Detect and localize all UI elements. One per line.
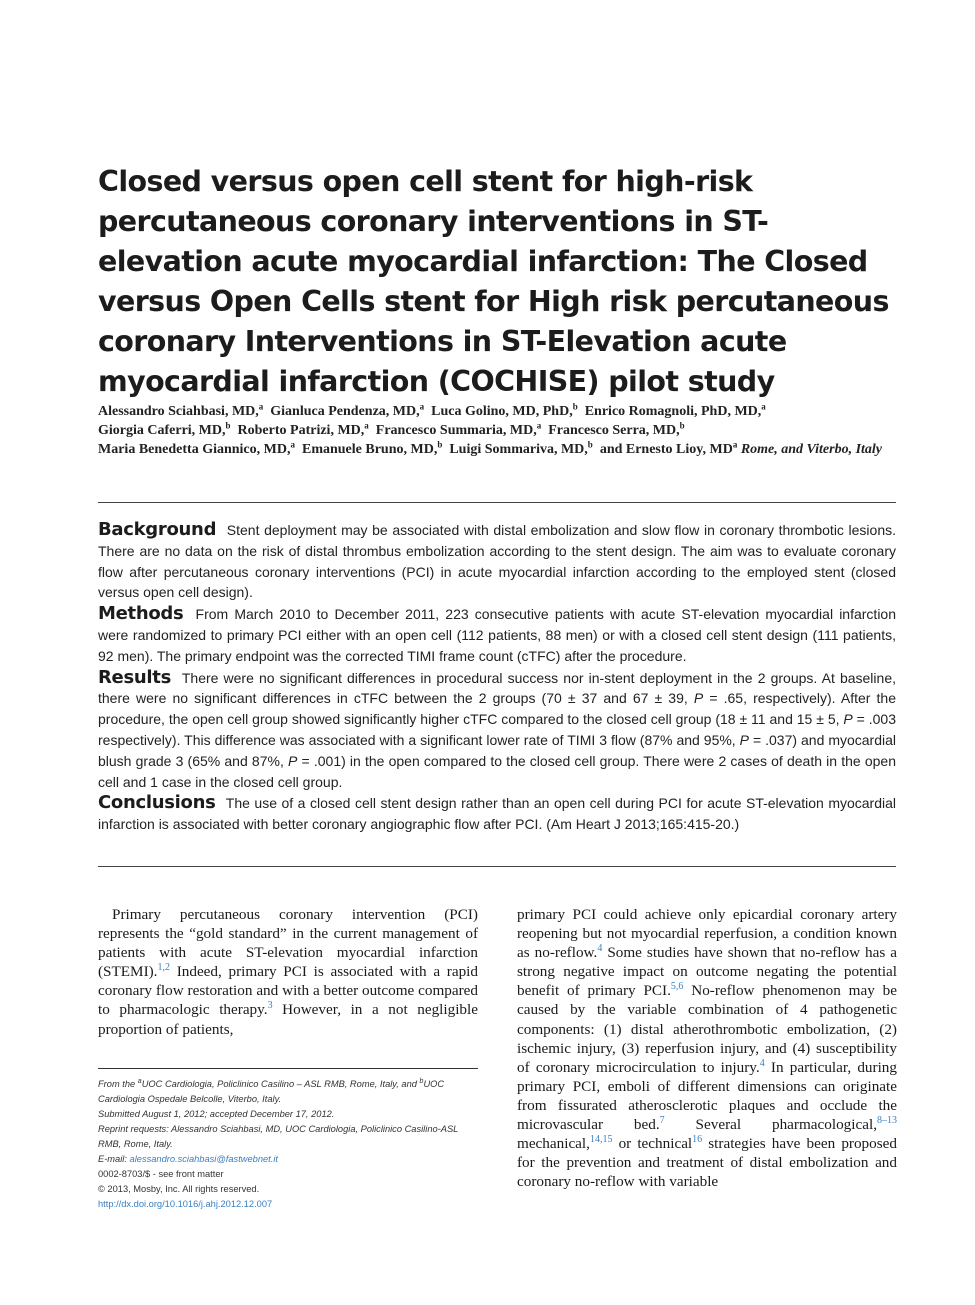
author: Roberto Patrizi, MD, [237, 422, 365, 438]
affiliation-mark: a [732, 438, 738, 449]
author: Emanuele Bruno, MD, [301, 441, 438, 457]
citation-link[interactable]: 3 [267, 1000, 273, 1012]
author: Giorgia Caferri, MD, [98, 422, 226, 438]
affiliation-mark: b [587, 438, 593, 449]
body-text: However, in a not negligible proportion of patients, [98, 1001, 478, 1038]
author: Luca Golino, MD, PhD, [431, 404, 573, 419]
abstract-conclusions [98, 793, 896, 835]
p-value-symbol: P [288, 752, 298, 769]
abstract-heading: Results [98, 666, 171, 688]
body-paragraph [98, 905, 478, 1039]
body-text: Indeed, primary PCI is associated with a rapid coronary flow restoration and with a better outcome compared to pharmacologic therapy. [98, 963, 478, 1019]
abstract-text: The use of a closed cell stent design rather than an open cell during PCI for acute ST-elevation myocardial infarction is associated with better coronary angiographic flow after PCI. (Am Heart J 2013;165:415-20.) [98, 795, 897, 833]
article-title: Closed versus open cell stent for high-risk percutaneous coronary interventions in ST-elevation acute myocardial infarction: The Closed versus Open Cells stent for High risk percutaneous coronary Interventions in ST-Elevation acute myocardial infarction (COCHISE) pilot study [98, 165, 889, 398]
body-text: Several pharmacological, [664, 1116, 877, 1134]
submitted-note: Submitted August 1, 2012; accepted December 17, 2012. [98, 1109, 335, 1119]
affiliation-mark: a [258, 401, 264, 412]
citation-link[interactable]: 7 [659, 1114, 665, 1126]
author: Luigi Sommariva, MD, [449, 441, 588, 457]
affiliation-mark: a [761, 401, 766, 412]
p-value-symbol: P [843, 711, 853, 728]
p-value-symbol: P [693, 690, 704, 707]
affiliation-mark: b [679, 420, 685, 431]
issn-note: 0002-8703/$ - see front matter [98, 1169, 224, 1179]
abstract-bottom-rule [98, 866, 896, 867]
abstract-background [98, 520, 896, 603]
citation-link[interactable]: 1,2 [157, 962, 170, 974]
abstract-text: There were no significant differences in procedural success nor in-stent deployment in the 2 groups. At baseline, there were no significant differences in cTFC between the 2 groups (70 ± 37 and 67 ± 39, [98, 669, 896, 707]
abstract-top-rule [98, 502, 896, 503]
author: Enrico Romagnoli, PhD, MD, [584, 404, 762, 419]
body-column-left [98, 905, 478, 1039]
affiliation-mark: a [419, 401, 425, 412]
author-location: Rome, and Viterbo, Italy [740, 441, 883, 457]
reprint-note: Reprint requests: Alessandro Sciahbasi, MD, UOC Cardiologia, Policlinico Casilino-ASL RMB, Rome, Italy. [98, 1124, 459, 1149]
author: Maria Benedetta Giannico, MD, [98, 441, 291, 457]
body-paragraph [517, 905, 897, 1191]
affiliations-note: From the $^a$UOC Cardiologia, Policlinico Casilino – ASL RMB, Rome, Italy, and $^b$UOC Cardiologia Ospedale Belcolle, Viterbo, Italy. [98, 1077, 445, 1104]
body-text: No-reflow phenomenon may be caused by the variable combination of 4 pathogenetic components: (1) distal atherothrombotic embolization, (2) ischemic injury, (3) reperfusion injury, and (4) susceptibility of coronary microcirculation to injury. [517, 982, 897, 1076]
affiliation-mark: a [290, 438, 295, 449]
copyright-note: © 2013, Mosby, Inc. All rights reserved. [98, 1184, 260, 1194]
author: Francesco Serra, MD, [548, 422, 680, 438]
citation-link[interactable]: 14,15 [589, 1134, 613, 1146]
body-text: primary PCI could achieve only epicardial coronary artery reopening but not myocardial reperfusion, a condition known as no-reflow. [517, 906, 897, 962]
abstract-methods [98, 604, 896, 666]
citation-link[interactable]: 8–13 [877, 1114, 897, 1126]
body-text: In particular, during primary PCI, emboli of different dimensions can originate from fissurated atherosclerotic plaques and occlude the microvascular bed. [517, 1058, 897, 1134]
abstract-text: From March 2010 to December 2011, 223 consecutive patients with acute ST-elevation myocardial infarction were randomized to primary PCI either with an open cell (112 patients, 88 men) or with a closed cell stent design (111 patients, 92 men). The primary endpoint was the corrected TIMI frame count (cTFC) after the procedure. [98, 606, 896, 664]
abstract-text: = .001) in the open compared to the closed cell group. There were 2 cases of death in the open cell and 1 case in the closed cell group. [98, 752, 897, 790]
email-note: E-mail: alessandro.sciahbasi@fastwebnet.it [98, 1154, 278, 1164]
citation-link[interactable]: 4 [759, 1057, 765, 1069]
affiliation-mark: b [572, 401, 578, 412]
abstract-heading: Conclusions [98, 792, 216, 814]
author: Alessandro Sciahbasi, MD, [98, 404, 259, 419]
abstract [98, 520, 896, 836]
abstract-text: Stent deployment may be associated with distal embolization and slow flow in coronary thrombotic lesions. There are no data on the risk of distal thrombus embolization according to the stent design. The aim was to evaluate coronary flow after percutaneous coronary interventions (PCI) in acute myocardial infarction according to the employed stent (closed versus open cell design). [98, 522, 897, 601]
doi-link[interactable]: http://dx.doi.org/10.1016/j.ahj.2012.12.007 [98, 1199, 273, 1209]
author: Francesco Summaria, MD, [375, 422, 537, 438]
footnote-rule [98, 1068, 478, 1069]
body-text: mechanical, [517, 1135, 590, 1153]
abstract-heading: Methods [98, 603, 184, 625]
affiliation-mark: b [225, 420, 231, 431]
email-link[interactable]: alessandro.sciahbasi@fastwebnet.it [129, 1154, 278, 1164]
affiliation-mark: a [536, 420, 542, 431]
body-text: Some studies have shown that no-reflow has a strong negative impact on outcome negating the potential benefit of primary PCI. [517, 944, 898, 1000]
abstract-results [98, 668, 896, 793]
abstract-text: = .037) and myocardial blush grade 3 (65% and 87%, [98, 731, 897, 769]
abstract-heading: Background [98, 519, 217, 540]
citation-link[interactable]: 5,6 [670, 981, 684, 993]
body-column-right [517, 905, 897, 1191]
author: and Ernesto Lioy, MD [599, 441, 733, 457]
abstract-text: = .003 respectively). This difference was associated with a significant lower rate of TIMI 3 flow (87% and 95%, [98, 711, 896, 748]
body-text: or technical [612, 1135, 693, 1153]
abstract-text: = .65, respectively). After the procedure, the open cell group showed significantly higher cTFC compared to the closed cell group (18 ± 11 and 15 ± 5, [98, 690, 896, 728]
footnotes [98, 1077, 478, 1212]
author: Gianluca Pendenza, MD, [270, 404, 420, 419]
body-text: Primary percutaneous coronary intervention (PCI) represents the “gold standard” in the current management of patients with acute ST-elevation myocardial infarction (STEMI). [98, 906, 478, 981]
citation-link[interactable]: 16 [692, 1134, 703, 1146]
body-text: strategies have been proposed for the prevention and treatment of distal embolization and coronary no-reflow with variable [517, 1135, 897, 1191]
p-value-symbol: P [739, 731, 750, 748]
citation-link[interactable]: 4 [597, 943, 603, 955]
affiliation-mark: a [364, 420, 369, 431]
affiliation-mark: b [437, 438, 443, 449]
author-list [98, 403, 898, 459]
